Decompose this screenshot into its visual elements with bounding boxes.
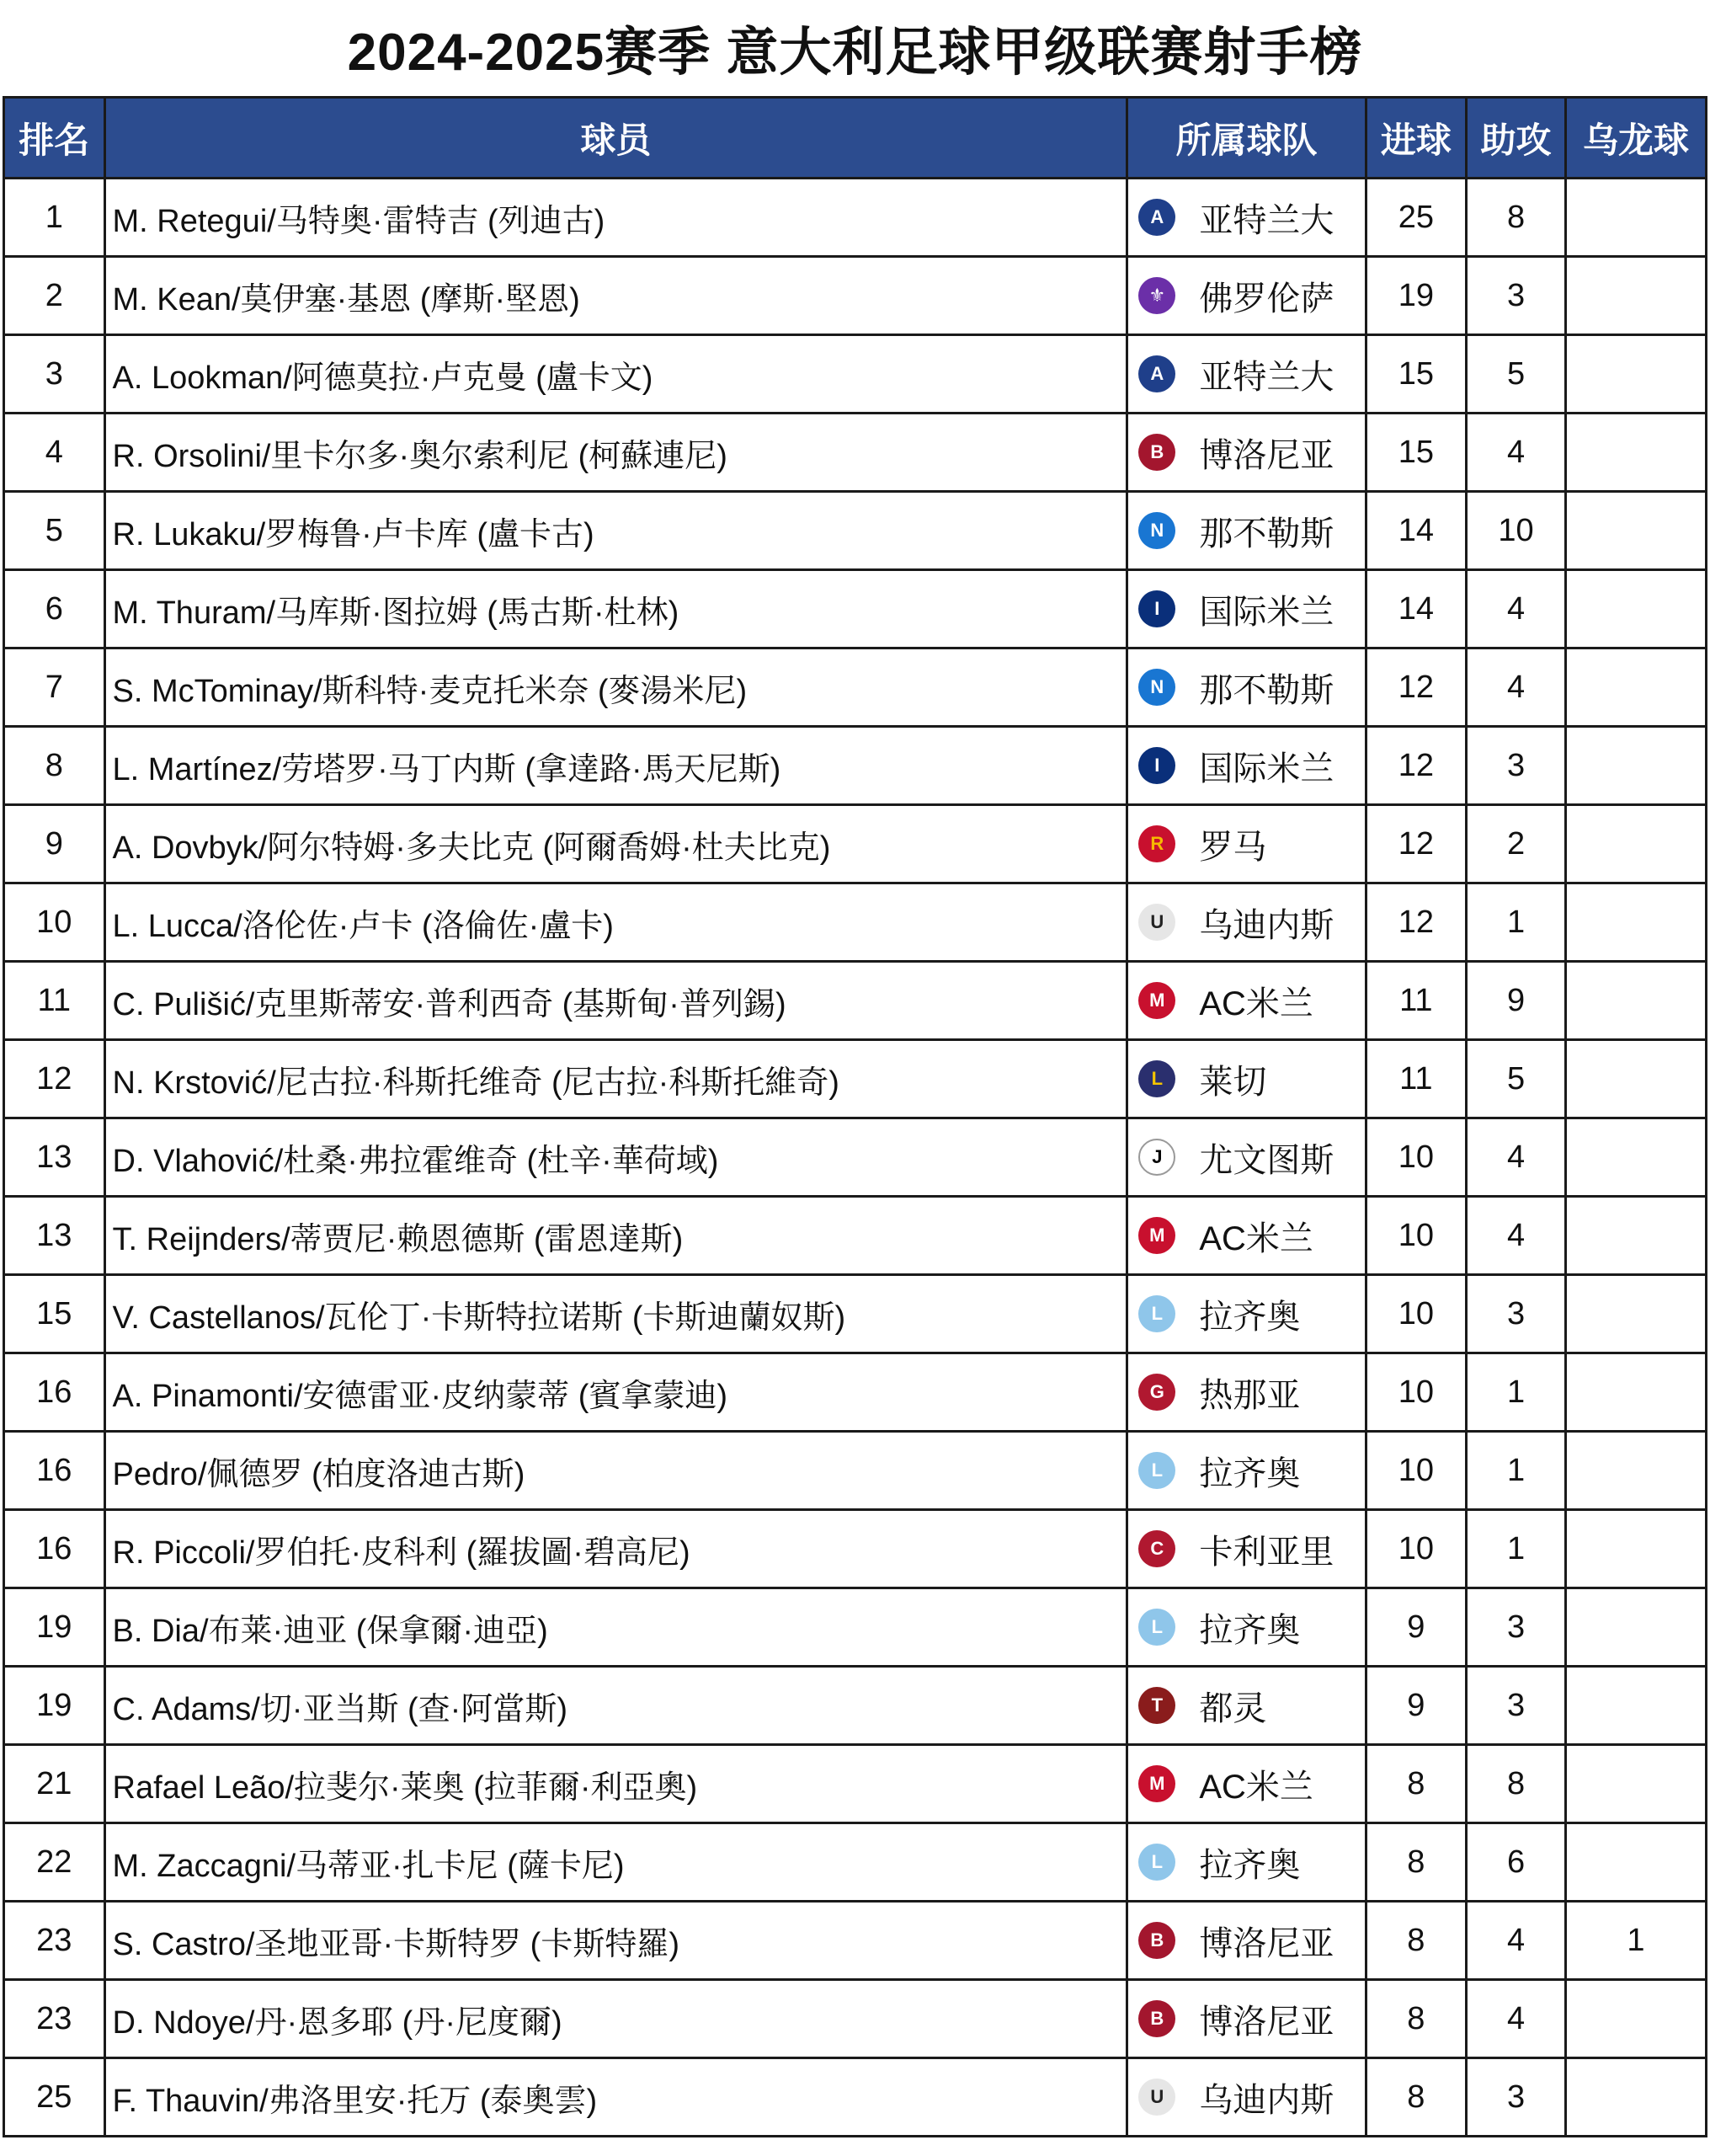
goals-cell: 12	[1366, 727, 1467, 805]
team-info	[1128, 1041, 1364, 1117]
team-name: 那不勒斯	[1199, 671, 1334, 709]
goals-cell: 11	[1366, 1040, 1467, 1118]
table-row	[4, 727, 1707, 805]
team-cell	[1127, 1902, 1366, 1980]
rank-cell: 5	[4, 492, 105, 570]
goals-cell: 11	[1366, 962, 1467, 1040]
team-info	[1128, 1354, 1364, 1430]
table-row	[4, 492, 1707, 570]
team-cell	[1127, 2058, 1366, 2137]
own-goals-cell	[1565, 1588, 1706, 1667]
team-name: 亚特兰大	[1199, 358, 1334, 396]
team-info	[1128, 884, 1364, 960]
rank-cell: 9	[4, 805, 105, 883]
team-info	[1128, 728, 1364, 803]
assists-cell: 3	[1467, 2058, 1566, 2137]
lazio-crest-icon: L	[1138, 1609, 1175, 1646]
team-cell	[1127, 1040, 1366, 1118]
team-name: 佛罗伦萨	[1199, 280, 1334, 318]
napoli-crest-icon: N	[1138, 512, 1175, 549]
player-cell: M. Kean/莫伊塞·基恩 (摩斯·堅恩)	[104, 257, 1127, 335]
own-goals-cell	[1565, 1353, 1706, 1432]
team-name: AC米兰	[1199, 1768, 1313, 1806]
lazio-crest-icon: L	[1138, 1844, 1175, 1881]
table-row	[4, 1667, 1707, 1745]
rank-cell: 2	[4, 257, 105, 335]
team-cell	[1127, 727, 1366, 805]
team-name: 乌迪内斯	[1199, 2081, 1334, 2119]
goals-cell: 8	[1366, 1745, 1467, 1823]
assists-cell: 9	[1467, 962, 1566, 1040]
rank-cell: 22	[4, 1823, 105, 1902]
assists-cell: 3	[1467, 1667, 1566, 1745]
rank-cell: 16	[4, 1510, 105, 1588]
assists-cell: 2	[1467, 805, 1566, 883]
fiorentina-crest-icon: ⚜	[1138, 277, 1175, 314]
player-cell: C. Adams/切·亚当斯 (查·阿當斯)	[104, 1667, 1127, 1745]
team-info	[1128, 258, 1364, 334]
bologna-crest-icon: B	[1138, 2000, 1175, 2037]
table-row	[4, 1275, 1707, 1353]
rank-cell: 11	[4, 962, 105, 1040]
team-name: 博洛尼亚	[1199, 436, 1334, 474]
table-row	[4, 1432, 1707, 1510]
assists-cell: 1	[1467, 1353, 1566, 1432]
team-cell	[1127, 1510, 1366, 1588]
inter-crest-icon: I	[1138, 590, 1175, 627]
juventus-crest-icon: J	[1138, 1139, 1175, 1176]
own-goals-cell	[1565, 883, 1706, 962]
player-cell: A. Dovbyk/阿尔特姆·多夫比克 (阿爾喬姆·杜夫比克)	[104, 805, 1127, 883]
rank-cell: 3	[4, 335, 105, 414]
ac-milan-crest-icon: M	[1138, 1765, 1175, 1802]
table-row	[4, 257, 1707, 335]
lazio-crest-icon: L	[1138, 1295, 1175, 1332]
bologna-crest-icon: B	[1138, 1922, 1175, 1959]
assists-cell: 4	[1467, 1902, 1566, 1980]
team-info	[1128, 179, 1364, 255]
goals-cell: 19	[1366, 257, 1467, 335]
player-cell: V. Castellanos/瓦伦丁·卡斯特拉诺斯 (卡斯迪蘭奴斯)	[104, 1275, 1127, 1353]
goals-cell: 25	[1366, 179, 1467, 257]
assists-cell: 4	[1467, 1980, 1566, 2058]
team-info	[1128, 649, 1364, 725]
rank-cell: 16	[4, 1353, 105, 1432]
assists-cell: 8	[1467, 179, 1566, 257]
team-name: 拉齐奥	[1199, 1846, 1301, 1884]
goals-cell: 8	[1366, 1902, 1467, 1980]
team-name: 亚特兰大	[1199, 201, 1334, 239]
assists-cell: 1	[1467, 1432, 1566, 1510]
lecce-crest-icon: L	[1138, 1060, 1175, 1097]
rank-cell: 13	[4, 1197, 105, 1275]
team-name: 国际米兰	[1199, 750, 1334, 787]
udinese-crest-icon: U	[1138, 904, 1175, 941]
team-info	[1128, 1198, 1364, 1273]
player-cell: M. Zaccagni/马蒂亚·扎卡尼 (薩卡尼)	[104, 1823, 1127, 1902]
page-title: 2024-2025赛季 意大利足球甲级联赛射手榜	[347, 23, 1363, 82]
own-goals-cell	[1565, 1118, 1706, 1197]
header-assists: 助攻	[1467, 98, 1566, 179]
table-row	[4, 962, 1707, 1040]
rank-cell: 7	[4, 648, 105, 727]
genoa-crest-icon: G	[1138, 1374, 1175, 1411]
own-goals-cell	[1565, 257, 1706, 335]
assists-cell: 1	[1467, 1510, 1566, 1588]
cagliari-crest-icon: C	[1138, 1530, 1175, 1567]
team-name: 博洛尼亚	[1199, 2003, 1334, 2041]
table-row	[4, 1353, 1707, 1432]
team-info	[1128, 2059, 1364, 2135]
own-goals-cell	[1565, 727, 1706, 805]
team-cell	[1127, 1197, 1366, 1275]
scorers-table	[3, 96, 1707, 2137]
rank-cell: 13	[4, 1118, 105, 1197]
roma-crest-icon: R	[1138, 825, 1175, 862]
own-goals-cell	[1565, 1745, 1706, 1823]
team-name: 热那亚	[1199, 1376, 1301, 1414]
team-name: 乌迪内斯	[1199, 906, 1334, 944]
table-row	[4, 1118, 1707, 1197]
rank-cell: 23	[4, 1902, 105, 1980]
udinese-crest-icon: U	[1138, 2079, 1175, 2116]
own-goals-cell	[1565, 1040, 1706, 1118]
player-cell: L. Martínez/劳塔罗·马丁内斯 (拿達路·馬天尼斯)	[104, 727, 1127, 805]
player-cell: F. Thauvin/弗洛里安·托万 (泰奧雲)	[104, 2058, 1127, 2137]
table-row	[4, 1980, 1707, 2058]
team-cell	[1127, 1588, 1366, 1667]
own-goals-cell	[1565, 570, 1706, 648]
goals-cell: 14	[1366, 492, 1467, 570]
bologna-crest-icon: B	[1138, 434, 1175, 471]
table-row	[4, 1510, 1707, 1588]
team-info	[1128, 1903, 1364, 1978]
own-goals-cell	[1565, 414, 1706, 492]
team-cell	[1127, 1980, 1366, 2058]
assists-cell: 4	[1467, 570, 1566, 648]
header-rank: 排名	[4, 98, 105, 179]
assists-cell: 3	[1467, 727, 1566, 805]
goals-cell: 10	[1366, 1510, 1467, 1588]
assists-cell: 5	[1467, 1040, 1566, 1118]
team-info	[1128, 571, 1364, 647]
player-cell: Pedro/佩德罗 (柏度洛迪古斯)	[104, 1432, 1127, 1510]
rank-cell: 8	[4, 727, 105, 805]
assists-cell: 3	[1467, 1275, 1566, 1353]
rank-cell: 6	[4, 570, 105, 648]
team-name: 尤文图斯	[1199, 1141, 1334, 1179]
team-info	[1128, 1119, 1364, 1195]
player-cell: L. Lucca/洛伦佐·卢卡 (洛倫佐·盧卡)	[104, 883, 1127, 962]
rank-cell: 21	[4, 1745, 105, 1823]
table-body	[4, 179, 1707, 2137]
own-goals-cell: 1	[1565, 1902, 1706, 1980]
team-info	[1128, 1589, 1364, 1665]
player-cell: M. Thuram/马库斯·图拉姆 (馬古斯·杜林)	[104, 570, 1127, 648]
team-cell	[1127, 414, 1366, 492]
own-goals-cell	[1565, 1980, 1706, 2058]
table-row	[4, 335, 1707, 414]
own-goals-cell	[1565, 648, 1706, 727]
rank-cell: 19	[4, 1588, 105, 1667]
team-info	[1128, 493, 1364, 568]
goals-cell: 10	[1366, 1353, 1467, 1432]
goals-cell: 10	[1366, 1118, 1467, 1197]
header-player: 球员	[104, 98, 1127, 179]
table-row	[4, 1197, 1707, 1275]
torino-crest-icon: T	[1138, 1687, 1175, 1724]
goals-cell: 10	[1366, 1275, 1467, 1353]
table-row	[4, 1040, 1707, 1118]
team-name: 都灵	[1199, 1689, 1267, 1727]
goals-cell: 8	[1366, 1980, 1467, 2058]
player-cell: S. Castro/圣地亚哥·卡斯特罗 (卡斯特羅)	[104, 1902, 1127, 1980]
assists-cell: 8	[1467, 1745, 1566, 1823]
own-goals-cell	[1565, 1510, 1706, 1588]
table-header-row	[4, 98, 1707, 179]
atalanta-crest-icon: A	[1138, 199, 1175, 236]
team-cell	[1127, 257, 1366, 335]
player-cell: N. Krstović/尼古拉·科斯托维奇 (尼古拉·科斯托維奇)	[104, 1040, 1127, 1118]
assists-cell: 5	[1467, 335, 1566, 414]
own-goals-cell	[1565, 1275, 1706, 1353]
goals-cell: 10	[1366, 1197, 1467, 1275]
team-info	[1128, 1433, 1364, 1508]
team-cell	[1127, 648, 1366, 727]
assists-cell: 3	[1467, 257, 1566, 335]
player-cell: R. Orsolini/里卡尔多·奥尔索利尼 (柯蘇連尼)	[104, 414, 1127, 492]
table-row	[4, 1902, 1707, 1980]
goals-cell: 14	[1366, 570, 1467, 648]
player-cell: C. Pulišić/克里斯蒂安·普利西奇 (基斯甸·普列錫)	[104, 962, 1127, 1040]
goals-cell: 8	[1366, 2058, 1467, 2137]
team-cell	[1127, 962, 1366, 1040]
assists-cell: 1	[1467, 883, 1566, 962]
napoli-crest-icon: N	[1138, 669, 1175, 706]
team-info	[1128, 1511, 1364, 1587]
rank-cell: 15	[4, 1275, 105, 1353]
team-name: 拉齐奥	[1199, 1611, 1301, 1649]
team-name: 博洛尼亚	[1199, 1924, 1334, 1962]
team-name: 卡利亚里	[1199, 1533, 1334, 1571]
table-row	[4, 805, 1707, 883]
team-info	[1128, 414, 1364, 490]
team-name: 拉齐奥	[1199, 1454, 1301, 1492]
team-info	[1128, 1824, 1364, 1900]
team-cell	[1127, 1353, 1366, 1432]
team-cell	[1127, 335, 1366, 414]
assists-cell: 6	[1467, 1823, 1566, 1902]
assists-cell: 4	[1467, 648, 1566, 727]
assists-cell: 10	[1467, 492, 1566, 570]
goals-cell: 9	[1366, 1588, 1467, 1667]
team-cell	[1127, 1118, 1366, 1197]
player-cell: D. Ndoye/丹·恩多耶 (丹·尼度爾)	[104, 1980, 1127, 2058]
goals-cell: 9	[1366, 1667, 1467, 1745]
team-cell	[1127, 179, 1366, 257]
goals-cell: 12	[1366, 883, 1467, 962]
team-cell	[1127, 1275, 1366, 1353]
own-goals-cell	[1565, 179, 1706, 257]
goals-cell: 15	[1366, 335, 1467, 414]
player-cell: A. Lookman/阿德莫拉·卢克曼 (盧卡文)	[104, 335, 1127, 414]
team-name: 国际米兰	[1199, 593, 1334, 631]
team-info	[1128, 336, 1364, 412]
rank-cell: 12	[4, 1040, 105, 1118]
own-goals-cell	[1565, 1667, 1706, 1745]
table-row	[4, 648, 1707, 727]
assists-cell: 3	[1467, 1588, 1566, 1667]
player-cell: T. Reijnders/蒂贾尼·赖恩德斯 (雷恩達斯)	[104, 1197, 1127, 1275]
assists-cell: 4	[1467, 414, 1566, 492]
own-goals-cell	[1565, 962, 1706, 1040]
team-name: 那不勒斯	[1199, 515, 1334, 552]
lazio-crest-icon: L	[1138, 1452, 1175, 1489]
player-cell: M. Retegui/马特奥·雷特吉 (列迪古)	[104, 179, 1127, 257]
own-goals-cell	[1565, 805, 1706, 883]
team-info	[1128, 963, 1364, 1038]
team-cell	[1127, 883, 1366, 962]
rank-cell: 4	[4, 414, 105, 492]
player-cell: D. Vlahović/杜桑·弗拉霍维奇 (杜辛·華荷域)	[104, 1118, 1127, 1197]
atalanta-crest-icon: A	[1138, 355, 1175, 392]
player-cell: S. McTominay/斯科特·麦克托米奈 (麥湯米尼)	[104, 648, 1127, 727]
table-row	[4, 883, 1707, 962]
rank-cell: 16	[4, 1432, 105, 1510]
goals-cell: 10	[1366, 1432, 1467, 1510]
table-row	[4, 1588, 1707, 1667]
player-cell: B. Dia/布莱·迪亚 (保拿爾·迪亞)	[104, 1588, 1127, 1667]
goals-cell: 12	[1366, 805, 1467, 883]
team-cell	[1127, 1432, 1366, 1510]
inter-crest-icon: I	[1138, 747, 1175, 784]
table-row	[4, 2058, 1707, 2137]
ac-milan-crest-icon: M	[1138, 1217, 1175, 1254]
own-goals-cell	[1565, 1197, 1706, 1275]
table-row	[4, 414, 1707, 492]
team-cell	[1127, 492, 1366, 570]
team-info	[1128, 1276, 1364, 1352]
team-cell	[1127, 1745, 1366, 1823]
assists-cell: 4	[1467, 1118, 1566, 1197]
player-cell: R. Lukaku/罗梅鲁·卢卡库 (盧卡古)	[104, 492, 1127, 570]
team-name: AC米兰	[1199, 985, 1313, 1022]
team-info	[1128, 806, 1364, 882]
rank-cell: 10	[4, 883, 105, 962]
own-goals-cell	[1565, 1432, 1706, 1510]
team-name: 莱切	[1199, 1063, 1267, 1101]
table-row	[4, 1745, 1707, 1823]
team-cell	[1127, 570, 1366, 648]
rank-cell: 23	[4, 1980, 105, 2058]
own-goals-cell	[1565, 2058, 1706, 2137]
own-goals-cell	[1565, 492, 1706, 570]
assists-cell: 4	[1467, 1197, 1566, 1275]
team-info	[1128, 1746, 1364, 1822]
team-info	[1128, 1668, 1364, 1743]
rank-cell: 1	[4, 179, 105, 257]
team-name: AC米兰	[1199, 1219, 1313, 1257]
table-row	[4, 1823, 1707, 1902]
ac-milan-crest-icon: M	[1138, 982, 1175, 1019]
team-name: 拉齐奥	[1199, 1298, 1301, 1336]
team-name: 罗马	[1199, 828, 1267, 866]
own-goals-cell	[1565, 335, 1706, 414]
team-cell	[1127, 805, 1366, 883]
header-own-goals: 乌龙球	[1565, 98, 1706, 179]
header-team: 所属球队	[1127, 98, 1366, 179]
player-cell: Rafael Leão/拉斐尔·莱奥 (拉菲爾·利亞奧)	[104, 1745, 1127, 1823]
team-cell	[1127, 1667, 1366, 1745]
team-cell	[1127, 1823, 1366, 1902]
goals-cell: 8	[1366, 1823, 1467, 1902]
header-goals: 进球	[1366, 98, 1467, 179]
player-cell: A. Pinamonti/安德雷亚·皮纳蒙蒂 (賓拿蒙迪)	[104, 1353, 1127, 1432]
table-row	[4, 570, 1707, 648]
table-row	[4, 179, 1707, 257]
own-goals-cell	[1565, 1823, 1706, 1902]
goals-cell: 12	[1366, 648, 1467, 727]
rank-cell: 25	[4, 2058, 105, 2137]
player-cell: R. Piccoli/罗伯托·皮科利 (羅拔圖·碧高尼)	[104, 1510, 1127, 1588]
goals-cell: 15	[1366, 414, 1467, 492]
team-info	[1128, 1981, 1364, 2057]
rank-cell: 19	[4, 1667, 105, 1745]
